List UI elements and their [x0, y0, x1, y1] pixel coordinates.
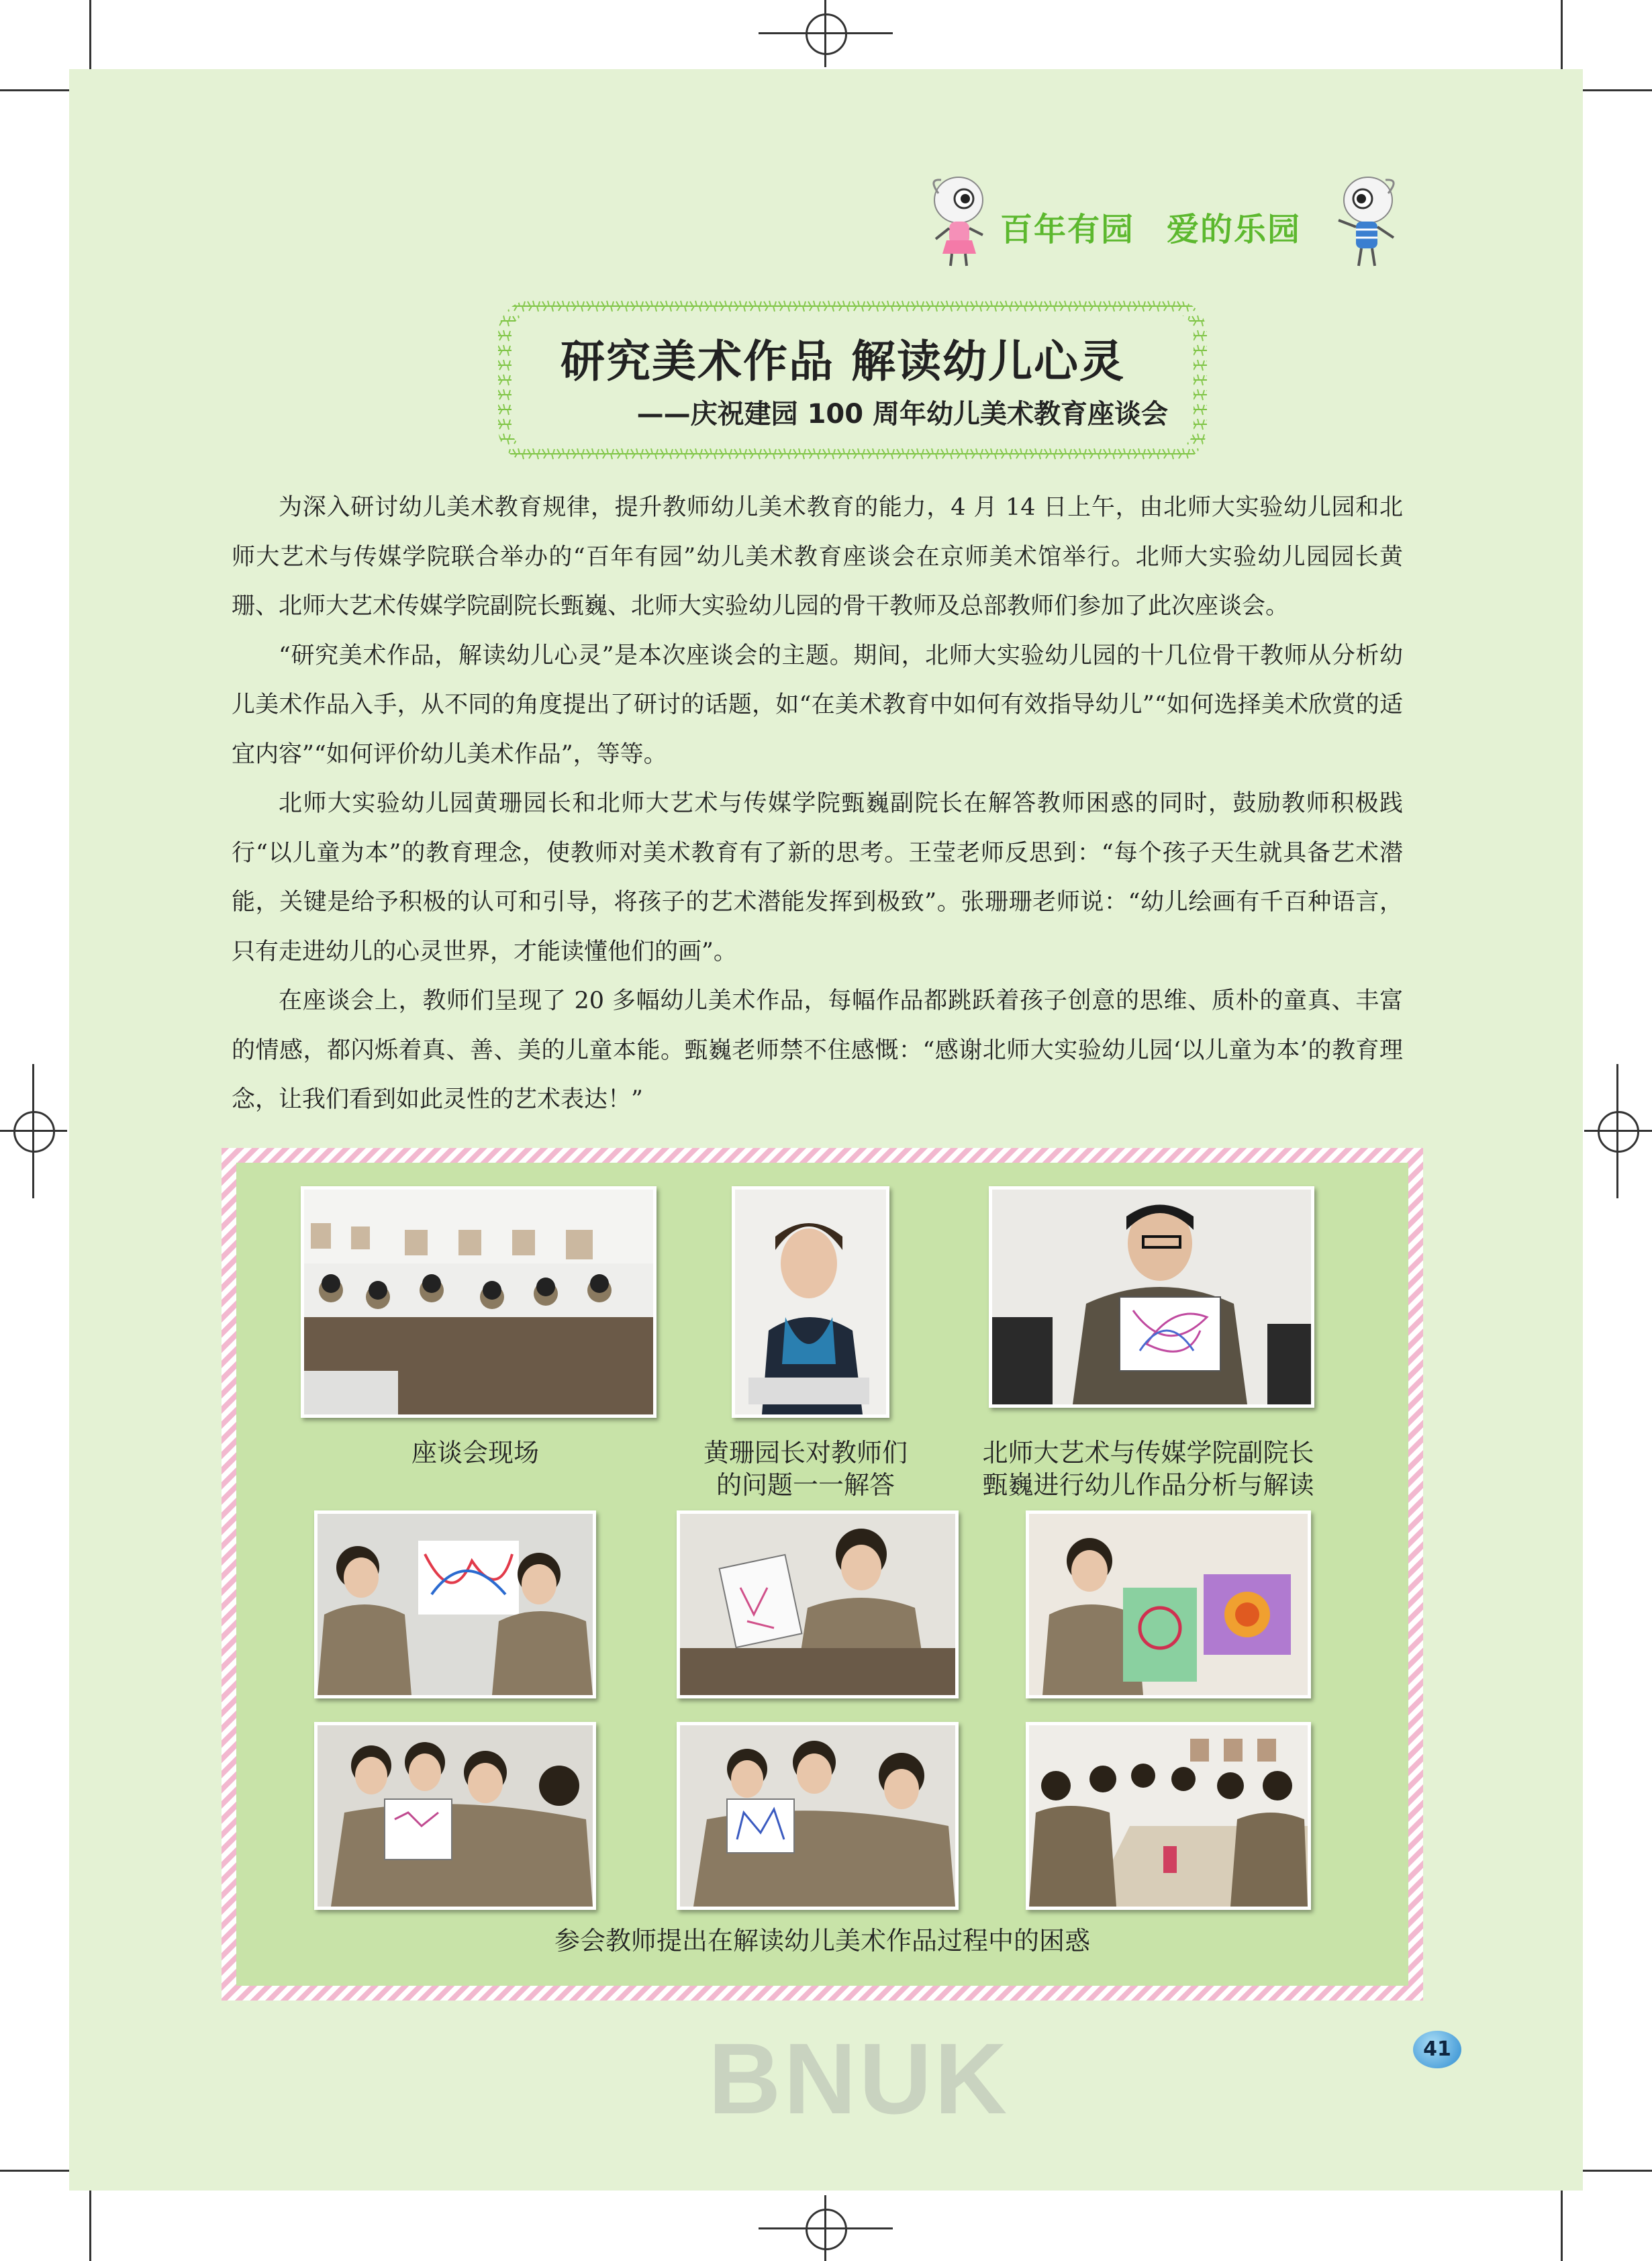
registration-mark-left [13, 1111, 55, 1153]
crop-mark [824, 2195, 826, 2261]
crop-mark [1583, 89, 1652, 91]
article-title: 研究美术作品 解读幼儿心灵 [561, 336, 1125, 387]
caption-vice-dean [955, 1437, 1341, 1501]
article-body [232, 483, 1403, 1125]
photo-meeting-table [1026, 1722, 1311, 1910]
body-paragraph: 为深入研讨幼儿美术教育规律，提升教师幼儿美术教育的能力，4 月 14 日上午，由北师大实验幼儿园和北师大艺术与传媒学院联合举办的“百年有园”幼儿美术教育座谈会在京师美术馆举行。北师大实验幼儿园园长黄珊、北师大艺术传媒学院副院长甄巍、北师大实验幼儿园的骨干教师及总部教师们参加了此次座谈会。 [232, 494, 1403, 620]
registration-mark-bottom [806, 2209, 847, 2250]
photo-teacher-presenting [677, 1510, 959, 1698]
title-block [497, 299, 1208, 463]
caption-principal-line1: 黄珊园长对教师们 [703, 1438, 908, 1468]
photo-vice-dean-analysis [989, 1186, 1314, 1408]
caption-group: 参会教师提出在解读幼儿美术作品过程中的困惑 [554, 1926, 1090, 1956]
crop-mark [89, 0, 91, 69]
caption-principal-line2: 的问题一一解答 [716, 1470, 895, 1500]
watermark: BNUK [708, 2022, 1010, 2135]
photo-teachers-drawing-1 [314, 1510, 596, 1698]
crop-mark [1583, 2170, 1652, 2172]
body-paragraph: “研究美术作品，解读幼儿心灵”是本次座谈会的主题。期间，北师大实验幼儿园的十几位骨干教师从分析幼儿美术作品入手，从不同的角度提出了研讨的话题，如“在美术教育中如何有效指导幼儿”“如何选择美术欣赏的适宜内容”“如何评价幼儿美术作品”，等等。 [232, 642, 1403, 768]
crop-mark [0, 89, 69, 91]
registration-mark-right [1598, 1111, 1639, 1153]
crop-mark [1561, 2191, 1563, 2261]
body-paragraph: 在座谈会上，教师们呈现了 20 多幅幼儿美术作品，每幅作品都跳跃着孩子创意的思维、质朴的童真、丰富的情感，都闪烁着真、善、美的儿童本能。甄巍老师禁不住感慨：“感谢北师大实验幼儿园‘以儿童为本’的教育理念，让我们看到如此灵性的艺术表达！” [232, 988, 1403, 1113]
crop-mark [32, 1064, 34, 1198]
crop-mark [0, 2170, 69, 2172]
header-left-text: 百年有园 [1000, 211, 1135, 248]
caption-principal [665, 1437, 946, 1501]
registration-mark-top [806, 13, 847, 55]
photo-teacher-holding-drawings [1026, 1510, 1311, 1698]
photo-principal-answering [732, 1186, 889, 1418]
photo-meeting-overview [301, 1186, 657, 1418]
mascot-girl-icon [926, 173, 1000, 267]
caption-vice-dean-line1: 北师大艺术与传媒学院副院长 [982, 1438, 1314, 1468]
page-header [926, 173, 1410, 267]
caption-vice-dean-line2: 甄巍进行幼儿作品分析与解读 [982, 1470, 1314, 1500]
photo-teachers-group-2 [677, 1722, 959, 1910]
header-right-text: 爱的乐园 [1167, 211, 1302, 248]
crop-mark [824, 0, 826, 67]
caption-meeting-overview: 座谈会现场 [411, 1438, 539, 1468]
crop-mark [1561, 0, 1563, 69]
article-subtitle: ——庆祝建园 100 周年幼儿美术教育座谈会 [636, 399, 1168, 430]
crop-mark [89, 2191, 91, 2261]
crop-mark [1616, 1064, 1618, 1198]
body-paragraph: 北师大实验幼儿园黄珊园长和北师大艺术与传媒学院甄巍副院长在解答教师困惑的同时，鼓励教师积极践行“以儿童为本”的教育理念，使教师对美术教育有了新的思考。王莹老师反思到：“每个孩子天生就具备艺术潜能，关键是给予积极的认可和引导，将孩子的艺术潜能发挥到极致”。张珊珊老师说：“幼儿绘画有千百种语言，只有走进幼儿的心灵世界，才能读懂他们的画”。 [232, 790, 1403, 965]
page-number: 41 [1413, 2031, 1461, 2068]
mascot-boy-icon [1329, 173, 1403, 267]
photo-teachers-group-1 [314, 1722, 596, 1910]
photo-gallery [222, 1148, 1423, 2001]
